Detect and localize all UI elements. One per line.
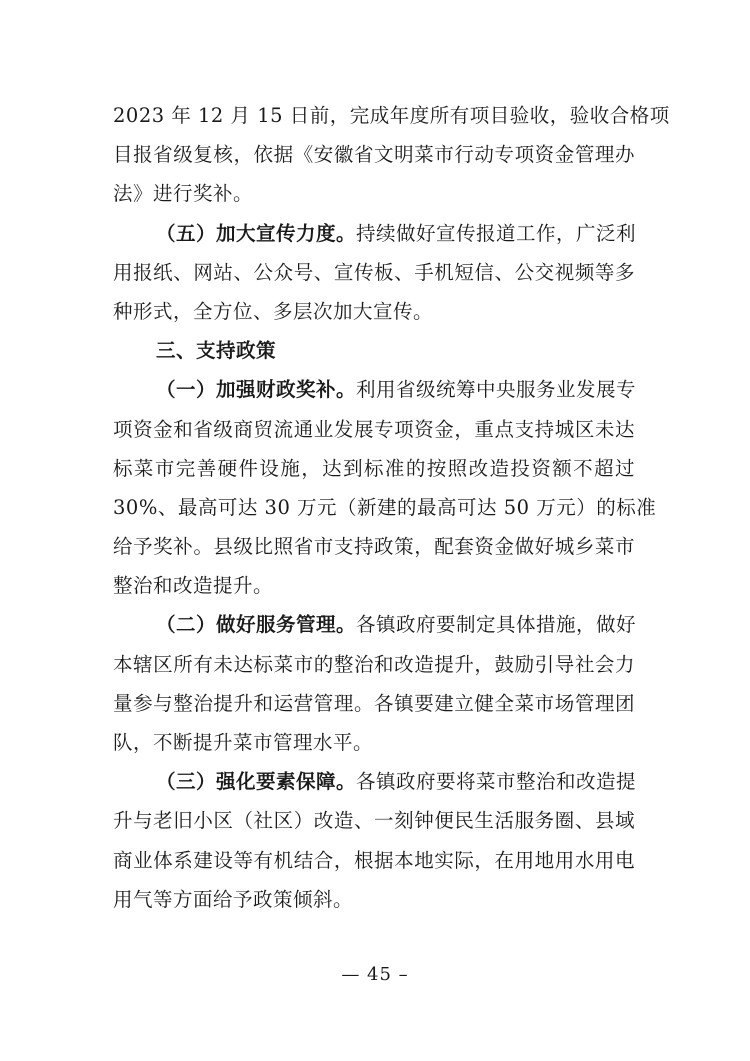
text-line: 整治和改造提升。 — [113, 574, 274, 598]
text-line: 用报纸、网站、公众号、宣传板、手机短信、公交视频等多 — [113, 260, 635, 284]
section-title: 三、支持政策 — [156, 339, 277, 363]
text-fragment: 各镇政府要制定具体措施，做好 — [356, 613, 637, 637]
text-line — [113, 214, 635, 253]
text-fragment: 各镇政府要将菜市整治和改造提 — [356, 770, 637, 794]
text-line: 队，不断提升菜市管理水平。 — [113, 731, 374, 754]
text-line: 目报省级复核，依据《安徽省文明菜市行动专项资金管理办 — [113, 143, 635, 167]
text-fragment: 利用省级统筹中央服务业发展专 — [356, 378, 637, 402]
paragraph-resource-guarantee — [113, 762, 635, 919]
text-line — [113, 370, 635, 409]
page-number: — 45 – — [341, 964, 409, 985]
text-line: 商业体系建设等有机结合，根据本地实际，在用地用水用电 — [113, 848, 635, 872]
paragraph-project-acceptance — [113, 96, 670, 214]
text-line: 法》进行奖补。 — [113, 182, 254, 206]
text-line: 项资金和省级商贸流通业发展专项资金，重点支持城区未达 — [113, 417, 635, 441]
text-line: 种形式，全方位、多层次加大宣传。 — [113, 299, 434, 323]
section-heading — [113, 331, 635, 370]
text-line: 给予奖补。县级比照省市支持政策，配套资金做好城乡菜市 — [113, 535, 635, 559]
paragraph-lead: （五）加大宣传力度。 — [156, 221, 357, 245]
paragraph-lead: （一）加强财政奖补。 — [156, 378, 357, 402]
paragraph-fiscal-subsidy — [113, 370, 657, 605]
text-line: 标菜市完善硬件设施，达到标准的按照改造投资额不超过 — [113, 456, 635, 480]
document-body — [113, 96, 670, 919]
text-line: 2023 年 12 月 15 日前，完成年度所有项目验收，验收合格项 — [113, 104, 670, 127]
text-line: 30%、最高可达 30 万元（新建的最高可达 50 万元）的标准 — [113, 495, 657, 519]
text-line: 量参与整治提升和运营管理。各镇要建立健全菜市场管理团 — [113, 691, 635, 715]
text-line: 用气等方面给予政策倾斜。 — [113, 887, 354, 911]
text-line — [113, 762, 635, 801]
paragraph-service-management — [113, 605, 635, 762]
paragraph-publicity — [113, 214, 635, 332]
paragraph-lead: （二）做好服务管理。 — [156, 613, 357, 637]
text-fragment: 持续做好宣传报道工作，广泛利 — [356, 221, 637, 245]
text-line — [113, 605, 635, 644]
text-line: 升与老旧小区（社区）改造、一刻钟便民生活服务圈、县域 — [113, 809, 635, 833]
paragraph-lead: （三）强化要素保障。 — [156, 770, 357, 794]
text-line: 本辖区所有未达标菜市的整治和改造提升，鼓励引导社会力 — [113, 652, 635, 676]
